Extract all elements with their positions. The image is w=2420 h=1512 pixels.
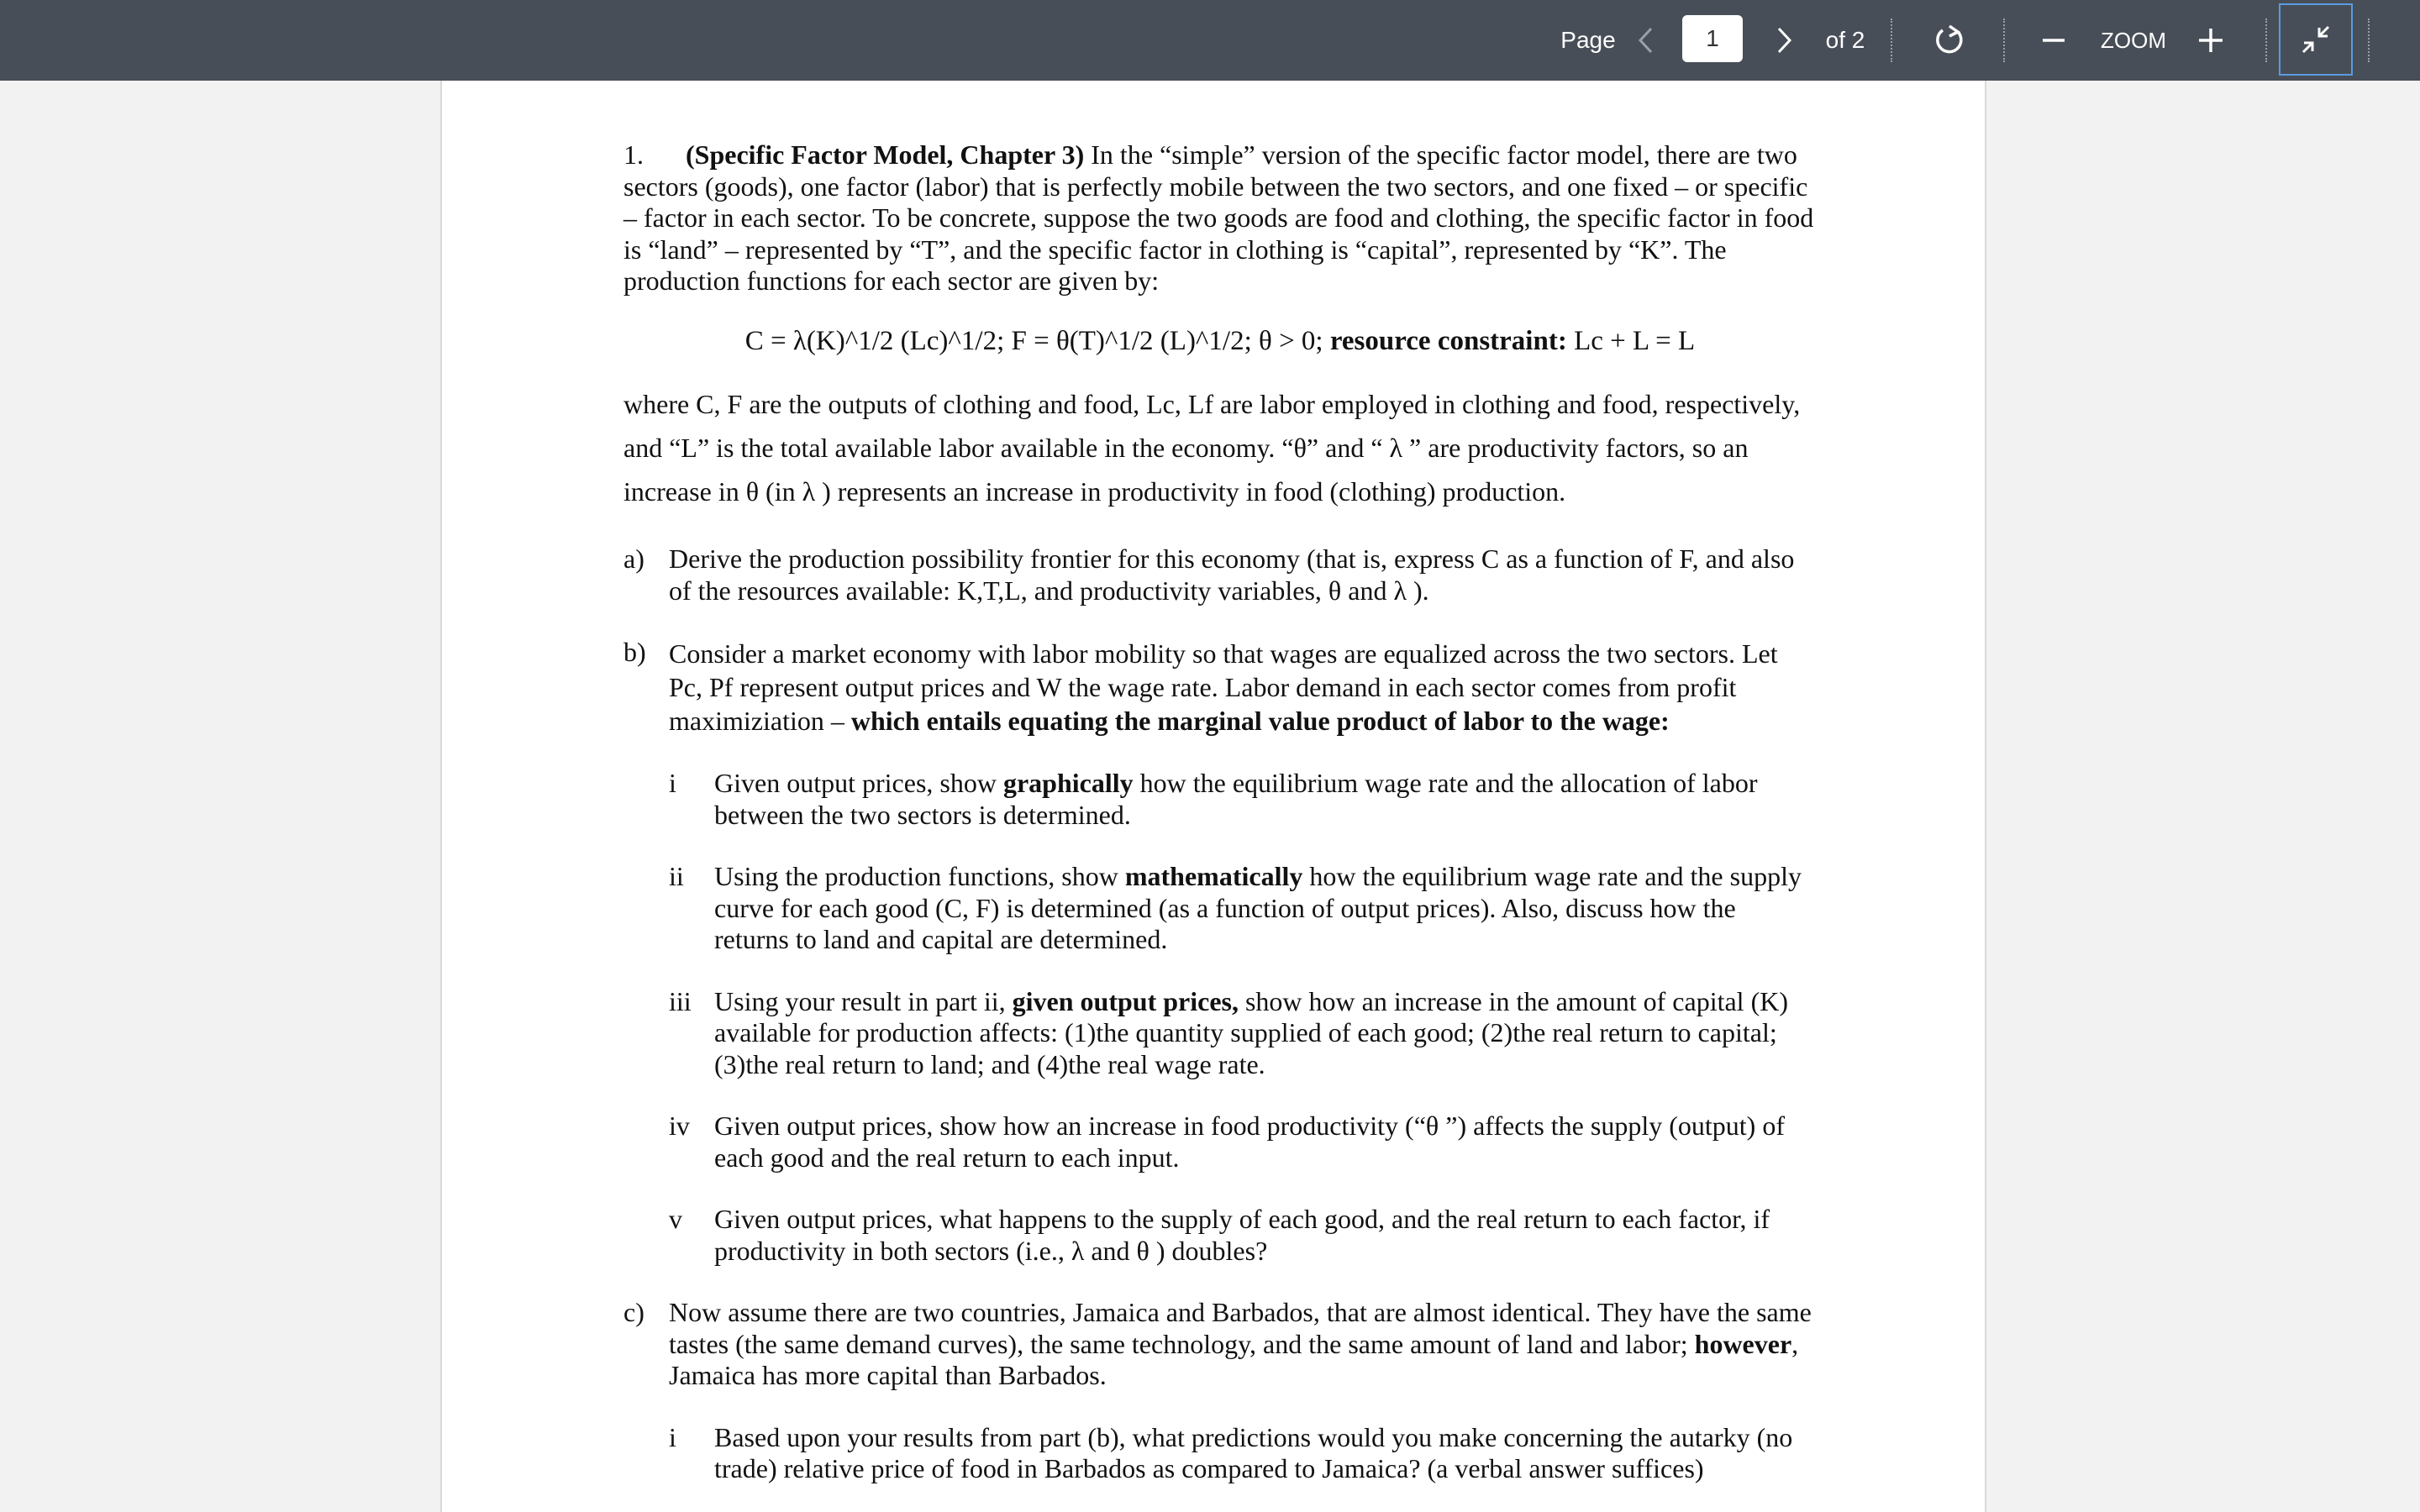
subpart-label: i [669,768,676,798]
subpart-text: Based upon your results from part (b), what predictions would you make concerning the autarky (no trade) relative price of food in Barbados as compared to Jamaica? (a verbal answer suffices) [714,1421,1793,1483]
subpart-text: how the equilibrium wage rate and the supply curve for each good (C, F) is determined (as a function of output prices). Also, discuss how the returns to land and capital are determined. [714,861,1802,954]
where-text: where C, F are the outputs of clothing and food, Lc, Lf are labor employed in clothing and food, respectively, and “L” is the total available labor available in the economy. “θ” and “ λ ” are productivity factors, so an increase in θ (in λ ) represents an increase in productivity in food (clothing) production. [623,389,1801,507]
collapse-icon [2301,24,2331,55]
formula-main: C = λ(K)^1/2 (Lc)^1/2; F = θ(T)^1/2 (L)^1/2; θ > 0; [744,325,1323,356]
subpart-bold: graphically [1002,768,1134,798]
pdf-page [440,81,1986,1512]
page-number-input[interactable]: 1 [1682,15,1743,62]
toolbar-divider [2265,18,2267,62]
part-a [623,543,1817,606]
subpart-label: iii [669,985,692,1016]
part-text: , Jamaica has more capital than Barbados. [669,1328,1799,1390]
formula-bold: resource constraint: [1329,325,1567,356]
production-formula [623,326,1817,358]
subpart-text: show how an increase in the amount of capital (K) available for production affects: (1)the quantity supplied of each good; (2)the real return to capital; (3)the real return to land; and (4)the real wage rate. [714,985,1788,1079]
next-page-button[interactable] [1766,0,1803,81]
part-text: Consider a market economy with labor mobility so that wages are equalized across the two sectors. Let Pc, Pf represent output prices and W the wage rate. Labor demand in each sector comes from profit maximiziation – [669,638,1778,736]
part-b [623,637,1817,738]
part-label: c) [623,1297,644,1327]
pdf-toolbar [0,0,2420,81]
zoom-out-button[interactable] [2039,0,2069,81]
question-number: 1. [623,139,644,170]
page-label: Page [1560,27,1616,53]
toolbar-divider [1891,18,1892,62]
subpart-label: v [669,1204,682,1234]
part-b-v [623,1204,1817,1267]
plus-icon [2197,27,2224,54]
subpart-bold: given output prices, [1012,985,1239,1016]
question-1 [623,139,1817,297]
part-label: b) [623,637,646,667]
part-bold: which entails equating the marginal value product of labor to the wage: [850,706,1670,736]
subpart-bold: mathematically [1124,861,1303,891]
subpart-text: Using your result in part ii, [714,985,1013,1016]
zoom-in-button[interactable] [2195,0,2227,81]
subpart-label: iv [669,1110,690,1141]
where-paragraph [623,382,1817,513]
subpart-label: i [669,1421,676,1452]
subpart-text: Given output prices, show [714,768,1003,798]
part-text: Derive the production possibility frontier for this economy (that is, express C as a function of F, and also of the resources available: K,T,L, and productivity variables, θ and λ ). [669,543,1795,606]
part-b-iii [623,986,1817,1081]
prev-page-button[interactable] [1627,0,1664,81]
document-viewer[interactable] [0,81,2420,1512]
document-content [623,139,1817,1485]
part-b-ii [623,861,1817,956]
rotate-icon [1933,24,1966,57]
part-text: Now assume there are two countries, Jamaica and Barbados, that are almost identical. They have the same tastes (the same demand curves), the same technology, and the same amount of land and labor; [669,1297,1812,1359]
chevron-right-icon [1776,25,1794,55]
part-label: a) [623,543,644,574]
zoom-label: ZOOM [2101,27,2166,53]
subpart-text: Given output prices, show how an increase in food productivity (“θ ”) affects the supply (output) of each good and the real return to each input. [714,1110,1785,1173]
part-b-i [623,768,1817,831]
part-bold: however [1694,1328,1792,1359]
subpart-label: ii [669,861,684,891]
question-title: (Specific Factor Model, Chapter 3) [686,139,1085,170]
subpart-text: Given output prices, what happens to the supply of each good, and the real return to each factor, if productivity in both sectors (i.e., λ and θ ) doubles? [714,1204,1770,1266]
rotate-button[interactable] [1929,0,1970,81]
exit-fullscreen-button[interactable] [2279,3,2353,76]
subpart-text: Using the production functions, show [714,861,1125,891]
question-text: In the “simple” version of the specific factor model, there are two sectors (goods), one factor (labor) that is perfectly mobile between the two sectors, and one fixed – or specific – factor in each sector. To be concrete, suppose the two goods are food and clothing, the specific factor in food is “land” – represented by “T”, and the specific factor in clothing is “capital”, represented by “K”. The production functions for each sector are given by: [623,139,1814,296]
chevron-left-icon [1636,25,1655,55]
part-c-i [623,1422,1817,1485]
page-count: of 2 [1825,27,1865,53]
subpart-text: how the equilibrium wage rate and the allocation of labor between the two sectors is determined. [714,768,1758,830]
toolbar-divider [2368,18,2370,62]
formula-end: Lc + L = L [1574,325,1696,356]
part-b-iv [623,1110,1817,1173]
toolbar-divider [2003,18,2005,62]
part-c [623,1297,1817,1392]
minus-icon [2041,28,2066,53]
